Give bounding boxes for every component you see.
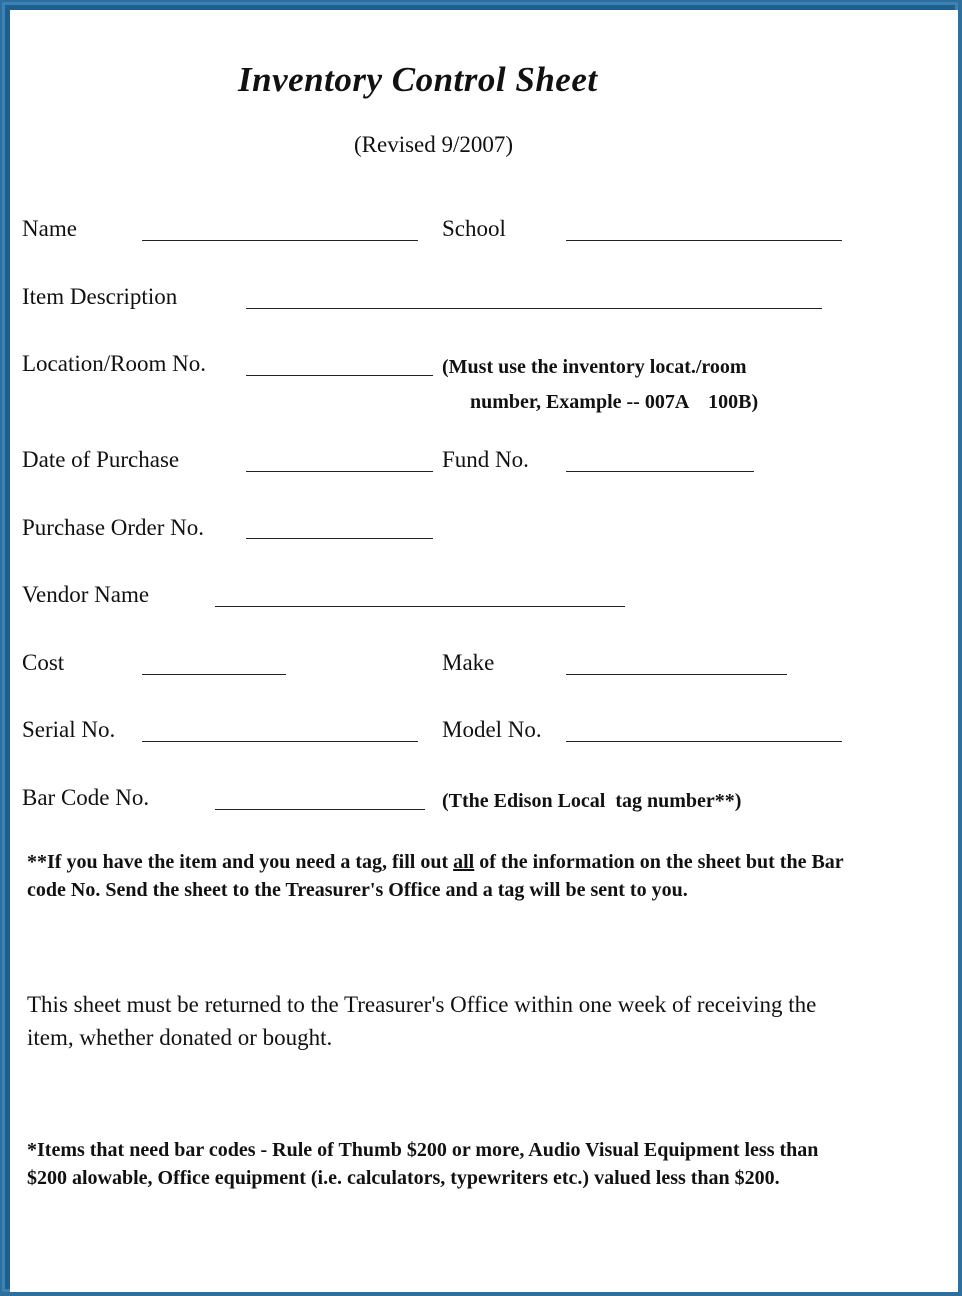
serial-no-label: Serial No. (22, 717, 116, 742)
bar-code-rule-note: *Items that need bar codes - Rule of Thumb $200 or more, Audio Visual Equipment less than $200 alowable, Office equipment (i.e. calculators, typewriters etc.) valued less than $200. (27, 1139, 819, 1189)
name-field-line[interactable] (142, 240, 418, 241)
model-no-field-line[interactable] (566, 741, 842, 742)
fund-no-label: Fund No. (442, 447, 529, 472)
bar-code-no-field-line[interactable] (215, 809, 425, 810)
document-frame (2, 2, 958, 1292)
make-label: Make (442, 650, 495, 675)
location-note-line1: (Must use the inventory locat./room (442, 356, 747, 378)
date-of-purchase-field-line[interactable] (246, 471, 433, 472)
bar-code-no-label: Bar Code No. (22, 785, 150, 810)
tag-note-emphasis: all (453, 851, 475, 873)
date-of-purchase-label: Date of Purchase (22, 447, 180, 472)
school-label: School (442, 216, 506, 241)
page-title: Inventory Control Sheet (238, 60, 598, 99)
vendor-name-label: Vendor Name (22, 582, 150, 607)
location-note-line2: number, Example -- 007A 100B) (470, 391, 759, 413)
name-label: Name (22, 216, 77, 241)
location-room-label: Location/Room No. (22, 351, 206, 376)
tag-instructions-note (27, 848, 857, 904)
cost-field-line[interactable] (142, 674, 286, 675)
serial-no-field-line[interactable] (142, 741, 418, 742)
fund-no-field-line[interactable] (566, 471, 754, 472)
vendor-name-field-line[interactable] (215, 606, 625, 607)
location-room-field-line[interactable] (246, 375, 433, 376)
item-description-field-line[interactable] (246, 308, 822, 309)
form-page (10, 10, 958, 1292)
cost-label: Cost (22, 650, 65, 675)
tag-note-prefix: **If you have the item and you need a tag, fill out (27, 851, 454, 873)
make-field-line[interactable] (566, 674, 787, 675)
purchase-order-label: Purchase Order No. (22, 515, 205, 540)
revision-date: (Revised 9/2007) (354, 132, 514, 157)
purchase-order-field-line[interactable] (246, 538, 433, 539)
return-deadline-note: This sheet must be returned to the Treasurer's Office within one week of receiving the item, whether donated or bought. (27, 992, 817, 1050)
tag-note-suffix: of the information on the sheet but the Bar code No. Send the sheet to the Treasurer's Office and a tag will be sent to you. (27, 851, 844, 901)
bar-code-note: (Tthe Edison Local tag number**) (442, 790, 742, 812)
item-description-label: Item Description (22, 284, 178, 309)
model-no-label: Model No. (442, 717, 542, 742)
school-field-line[interactable] (566, 240, 842, 241)
